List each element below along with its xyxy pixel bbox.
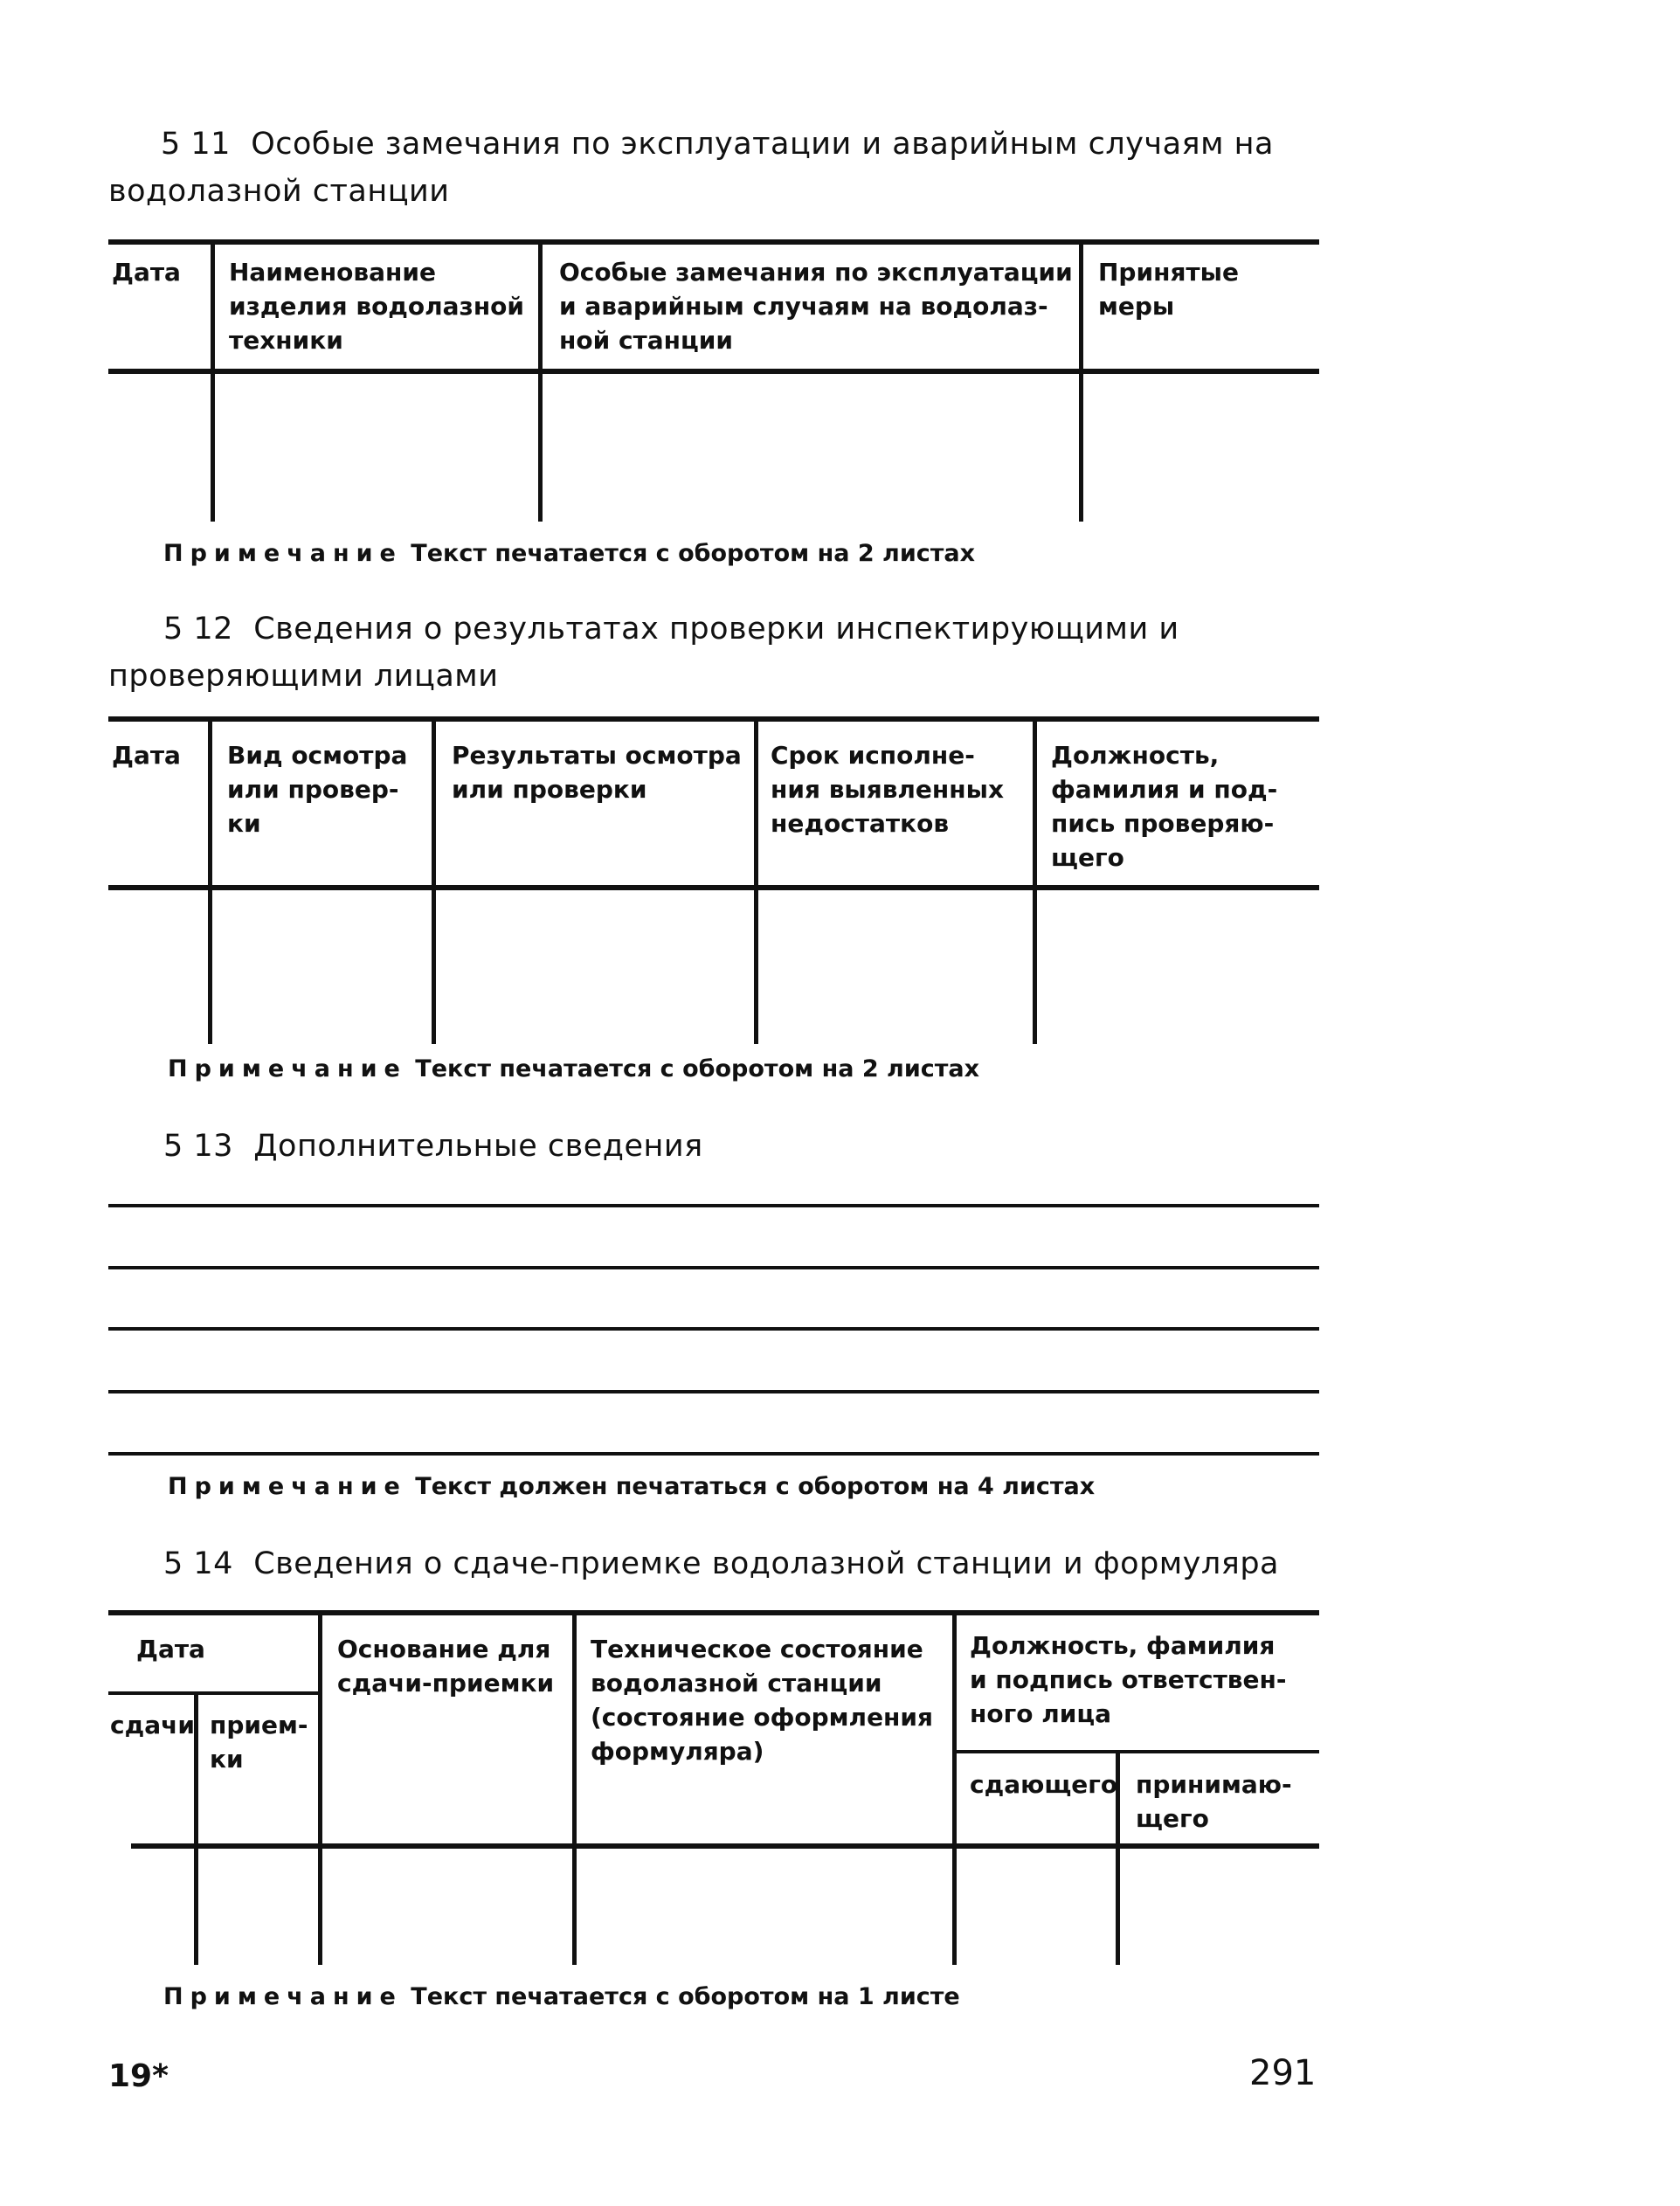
section-511-note: Примечание Текст печатается с оборотом на 2 листах <box>163 540 976 567</box>
table-514-header-date-handover: сдачи <box>110 1711 195 1739</box>
section-514-title-text: Сведения о сдаче-приемке водолазной станции и формуляра <box>253 1546 1279 1581</box>
section-512-title-line1: Сведения о результатах проверки инспектирующими и <box>253 612 1179 647</box>
table-514-top-rule <box>108 1610 1319 1615</box>
section-511-number: 5 11 <box>161 127 231 162</box>
table-512-col-divider <box>432 719 436 1044</box>
table-511-col-divider <box>1079 242 1083 522</box>
table-514-header-rule <box>131 1843 1319 1849</box>
section-512-number: 5 12 <box>163 612 233 647</box>
writing-line <box>108 1452 1319 1456</box>
table-511-header-rule <box>108 369 1319 374</box>
table-511-top-rule <box>108 239 1319 245</box>
writing-line <box>108 1327 1319 1331</box>
table-512-header-inspector: Должность, фамилия и под- пись проверяю- щего <box>1051 741 1278 872</box>
sheet-mark: 19* <box>108 2058 169 2094</box>
table-514-header-handing-over: сдающего <box>970 1770 1118 1799</box>
table-511-col-divider <box>211 242 215 522</box>
table-512-header-deadline: Срок исполне- ния выявленных недостатков <box>771 741 1004 838</box>
table-514-header-receiving: принимаю- щего <box>1136 1770 1292 1833</box>
section-514-note: Примечание Текст печатается с оборотом на 1 листе <box>163 1983 960 2010</box>
writing-line <box>108 1204 1319 1207</box>
section-514-number: 5 14 <box>163 1546 233 1581</box>
page-number: 291 <box>1249 2053 1317 2093</box>
writing-line <box>108 1390 1319 1393</box>
section-511-title-line1: Особые замечания по эксплуатации и аварийным случаям на <box>251 127 1274 162</box>
section-512-title <box>108 605 1331 700</box>
table-514-col-divider <box>572 1613 577 1965</box>
table-512-col-divider <box>208 719 212 1044</box>
table-511-header-item-name: Наименование изделия водолазной техники <box>229 258 525 355</box>
section-513-title <box>163 1123 703 1170</box>
table-514-header-basis: Основание для сдачи-приемки <box>337 1635 555 1698</box>
table-512-col-divider <box>1033 719 1037 1044</box>
table-514-header-date: Дата <box>136 1635 205 1663</box>
table-514-header-responsible: Должность, фамилия и подпись ответствен- ного лица <box>970 1631 1287 1728</box>
section-513-note: Примечание Текст должен печататься с оборотом на 4 листах <box>168 1473 1096 1500</box>
section-513-title-text: Дополнительные сведения <box>253 1129 703 1164</box>
table-514-position-sub-rule <box>952 1750 1319 1753</box>
table-512-header-results: Результаты осмотра или проверки <box>452 741 742 804</box>
section-514-title <box>163 1540 1279 1587</box>
table-514-header-date-acceptance: прием- ки <box>210 1711 308 1774</box>
table-514-header-tech-state: Техническое состояние водолазной станции (состояние оформления формуляра) <box>591 1635 933 1766</box>
table-512-header-rule <box>108 885 1319 890</box>
table-512-col-divider <box>754 719 758 1044</box>
table-511-header-measures: Принятые меры <box>1098 258 1239 321</box>
table-512-header-date: Дата <box>112 741 181 770</box>
table-514-col-divider <box>952 1613 957 1965</box>
section-512-note: Примечание Текст печатается с оборотом на 2 листах <box>168 1055 980 1082</box>
table-514-col-divider <box>318 1613 322 1965</box>
table-511-header-remarks: Особые замечания по эксплуатации и аварийным случаям на водолаз- ной станции <box>559 258 1073 355</box>
writing-line <box>108 1266 1319 1269</box>
table-511-header-date: Дата <box>112 258 181 287</box>
table-512-header-inspection-type: Вид осмотра или провер- ки <box>227 741 408 838</box>
section-511-title-line2: водолазной станции <box>108 174 450 209</box>
table-512-top-rule <box>108 716 1319 722</box>
section-512-title-line2: проверяющими лицами <box>108 659 499 694</box>
table-514-date-sub-rule <box>108 1691 318 1695</box>
table-511-col-divider <box>538 242 543 522</box>
section-511-title <box>108 121 1331 215</box>
section-513-number: 5 13 <box>163 1129 233 1164</box>
